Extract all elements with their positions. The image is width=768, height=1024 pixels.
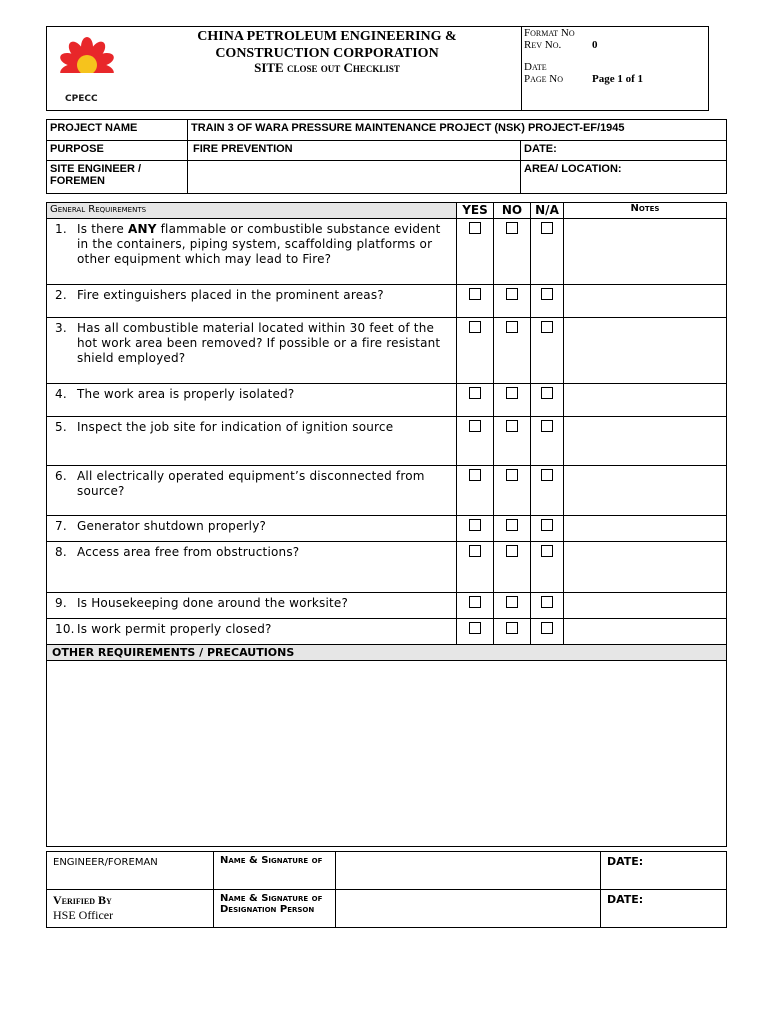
checkbox-cell-na	[531, 516, 564, 542]
checkbox-no[interactable]	[506, 469, 518, 481]
engineer-date-label[interactable]: DATE:	[601, 852, 727, 890]
checkbox-cell-na	[531, 318, 564, 384]
checkbox-no[interactable]	[506, 222, 518, 234]
question-text	[77, 622, 272, 637]
checklist-question	[47, 516, 457, 542]
checkbox-na[interactable]	[541, 222, 553, 234]
checkbox-cell-na	[531, 417, 564, 466]
col-no: NO	[494, 203, 531, 219]
question-text	[77, 519, 266, 534]
checkbox-cell-na	[531, 285, 564, 318]
checkbox-yes[interactable]	[469, 469, 481, 481]
question-number: 3.	[55, 321, 67, 335]
checkbox-yes[interactable]	[469, 420, 481, 432]
checkbox-cell-na	[531, 384, 564, 417]
notes-cell[interactable]	[564, 542, 727, 593]
checklist-header-row	[47, 203, 727, 219]
checkbox-yes[interactable]	[469, 321, 481, 333]
checklist-row	[47, 466, 727, 516]
engineer-signature-field[interactable]	[336, 852, 601, 890]
checklist-question	[47, 593, 457, 619]
col-notes: Notes	[564, 203, 727, 219]
question-text-emphasis: ANY	[127, 222, 157, 236]
checklist-row	[47, 219, 727, 285]
header-divider	[521, 27, 522, 110]
checkbox-cell-yes	[457, 593, 494, 619]
other-requirements-label: OTHER REQUIREMENTS / PRECAUTIONS	[47, 645, 727, 661]
question-text-body: Fire extinguishers placed in the prominent areas?	[77, 288, 384, 302]
checkbox-yes[interactable]	[469, 545, 481, 557]
checkbox-na[interactable]	[541, 288, 553, 300]
checkbox-na[interactable]	[541, 469, 553, 481]
question-text	[77, 420, 393, 435]
question-text-body: Is Housekeeping done around the worksite?	[77, 596, 349, 610]
checkbox-cell-no	[494, 285, 531, 318]
checkbox-cell-no	[494, 542, 531, 593]
checkbox-yes[interactable]	[469, 387, 481, 399]
checklist-question	[47, 542, 457, 593]
checkbox-yes[interactable]	[469, 519, 481, 531]
question-text-body: flammable or combustible substance evident in the containers, piping system, scaffolding platforms or other equipment which may lead to Fire?	[77, 222, 441, 266]
checklist-question	[47, 384, 457, 417]
signature-table	[46, 851, 727, 928]
notes-cell[interactable]	[564, 466, 727, 516]
question-text-body: Generator shutdown properly?	[77, 519, 267, 533]
checklist-question	[47, 417, 457, 466]
checklist-question	[47, 318, 457, 384]
checkbox-cell-no	[494, 318, 531, 384]
cpecc-logo-icon	[51, 31, 123, 95]
logo-text: CPECC	[65, 94, 98, 104]
format-no-label: Format No	[524, 27, 575, 39]
checkbox-cell-no	[494, 619, 531, 645]
checklist-row	[47, 285, 727, 318]
checkbox-no[interactable]	[506, 545, 518, 557]
project-name-value[interactable]: TRAIN 3 OF WARA PRESSURE MAINTENANCE PROJECT (NSK) PROJECT-EF/1945	[188, 120, 727, 141]
checkbox-yes[interactable]	[469, 288, 481, 300]
col-yes: YES	[457, 203, 494, 219]
question-number: 1.	[55, 222, 67, 236]
site-engineer-label: SITE ENGINEER / FOREMEN	[47, 161, 188, 194]
checkbox-na[interactable]	[541, 420, 553, 432]
checkbox-cell-na	[531, 466, 564, 516]
date-label: Date	[524, 61, 547, 73]
question-text-body: All electrically operated equipment’s disconnected from source?	[77, 469, 425, 498]
checkbox-cell-no	[494, 384, 531, 417]
checkbox-cell-yes	[457, 466, 494, 516]
checkbox-cell-na	[531, 219, 564, 285]
checkbox-na[interactable]	[541, 387, 553, 399]
checkbox-na[interactable]	[541, 321, 553, 333]
question-text	[77, 321, 452, 366]
checkbox-cell-no	[494, 417, 531, 466]
notes-cell[interactable]	[564, 384, 727, 417]
checkbox-cell-no	[494, 516, 531, 542]
checkbox-no[interactable]	[506, 288, 518, 300]
checkbox-no[interactable]	[506, 596, 518, 608]
company-name-line1: CHINA PETROLEUM ENGINEERING &	[197, 29, 457, 44]
question-text	[77, 387, 294, 402]
checkbox-no[interactable]	[506, 420, 518, 432]
question-text-body: Access area free from obstructions?	[77, 545, 300, 559]
question-text-body: The work area is properly isolated?	[77, 387, 295, 401]
question-text-pre: Is there	[77, 222, 128, 236]
checklist-row	[47, 417, 727, 466]
question-number: 5.	[55, 420, 67, 434]
page-value: Page 1 of 1	[592, 73, 644, 85]
company-name	[137, 28, 517, 62]
area-location-label[interactable]: AREA/ LOCATION:	[521, 161, 727, 194]
col-general-requirements: General Requirements	[47, 203, 457, 219]
checkbox-cell-yes	[457, 417, 494, 466]
checkbox-cell-yes	[457, 542, 494, 593]
purpose-label: PURPOSE	[47, 141, 188, 161]
notes-cell[interactable]	[564, 516, 727, 542]
notes-cell[interactable]	[564, 219, 727, 285]
question-text	[77, 222, 452, 267]
checklist-row	[47, 384, 727, 417]
checkbox-cell-yes	[457, 619, 494, 645]
question-number: 2.	[55, 288, 67, 302]
checkbox-yes[interactable]	[469, 596, 481, 608]
checklist-table	[46, 202, 727, 847]
question-text	[77, 288, 384, 303]
col-na: N/A	[531, 203, 564, 219]
document-title: SITE close out Checklist	[254, 60, 400, 75]
checkbox-cell-yes	[457, 516, 494, 542]
checklist-question	[47, 619, 457, 645]
question-text-body: Inspect the job site for indication of ignition source	[77, 420, 394, 434]
engineer-foreman-label: ENGINEER/FOREMAN	[47, 852, 214, 890]
checklist-question	[47, 285, 457, 318]
checkbox-na[interactable]	[541, 596, 553, 608]
checkbox-cell-no	[494, 466, 531, 516]
other-requirements-area[interactable]	[47, 661, 727, 847]
checkbox-cell-yes	[457, 318, 494, 384]
name-signature-designation-label: Name & Signature of Designation Person	[214, 890, 336, 928]
purpose-value[interactable]: FIRE PREVENTION	[188, 141, 521, 161]
question-text	[77, 545, 299, 560]
rev-no-value: 0	[592, 39, 598, 51]
checklist-question	[47, 466, 457, 516]
notes-cell[interactable]	[564, 285, 727, 318]
site-engineer-value[interactable]	[188, 161, 521, 194]
checkbox-no[interactable]	[506, 387, 518, 399]
info-date-label[interactable]: DATE:	[521, 141, 727, 161]
checkbox-cell-yes	[457, 285, 494, 318]
question-text-body: Has all combustible material located within 30 feet of the hot work area been removed? If possible or a fire resistant shield employed?	[77, 321, 441, 365]
checklist-row	[47, 542, 727, 593]
other-requirements-row	[47, 645, 727, 661]
question-number: 9.	[55, 596, 67, 610]
checkbox-no[interactable]	[506, 622, 518, 634]
checkbox-cell-na	[531, 619, 564, 645]
checkbox-cell-na	[531, 542, 564, 593]
checkbox-no[interactable]	[506, 519, 518, 531]
project-name-label: PROJECT NAME	[47, 120, 188, 141]
checkbox-cell-no	[494, 219, 531, 285]
page-no-label: Page No	[524, 73, 564, 85]
checkbox-na[interactable]	[541, 519, 553, 531]
checkbox-na[interactable]	[541, 622, 553, 634]
question-number: 4.	[55, 387, 67, 401]
verified-by-cell	[47, 890, 214, 928]
checkbox-yes[interactable]	[469, 622, 481, 634]
notes-cell[interactable]	[564, 417, 727, 466]
rev-no-label: Rev No.	[524, 39, 562, 51]
checklist-question	[47, 219, 457, 285]
hse-signature-field[interactable]	[336, 890, 601, 928]
notes-cell[interactable]	[564, 593, 727, 619]
company-name-line2: CONSTRUCTION CORPORATION	[215, 46, 439, 61]
checkbox-na[interactable]	[541, 545, 553, 557]
checkbox-cell-na	[531, 593, 564, 619]
checkbox-no[interactable]	[506, 321, 518, 333]
project-info-table	[46, 119, 727, 194]
checkbox-yes[interactable]	[469, 222, 481, 234]
notes-cell[interactable]	[564, 619, 727, 645]
question-number: 7.	[55, 519, 67, 533]
question-number: 10.	[55, 622, 75, 636]
checklist-row	[47, 619, 727, 645]
question-number: 6.	[55, 469, 67, 483]
question-text	[77, 596, 348, 611]
question-text-body: Is work permit properly closed?	[77, 622, 272, 636]
question-number: 8.	[55, 545, 67, 559]
checklist-row	[47, 516, 727, 542]
name-signature-of-label: Name & Signature of	[214, 852, 336, 890]
checklist-row	[47, 318, 727, 384]
document-header	[46, 26, 709, 111]
question-text	[77, 469, 452, 499]
checkbox-cell-no	[494, 593, 531, 619]
checkbox-cell-yes	[457, 384, 494, 417]
checklist-row	[47, 593, 727, 619]
checkbox-cell-yes	[457, 219, 494, 285]
verified-by-label: Verified By	[53, 893, 112, 907]
hse-officer-label: HSE Officer	[53, 908, 114, 922]
notes-cell[interactable]	[564, 318, 727, 384]
hse-date-label[interactable]: DATE:	[601, 890, 727, 928]
